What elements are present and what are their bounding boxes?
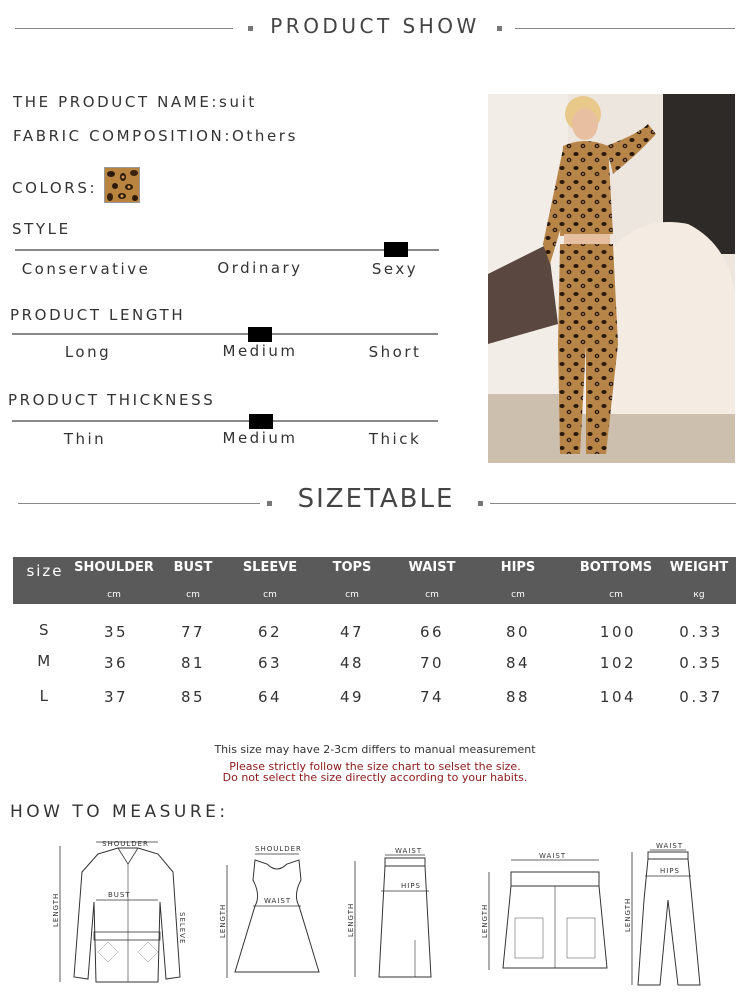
unit-tops: cm bbox=[345, 590, 359, 600]
skirt-hips-label: HIPS bbox=[401, 882, 421, 890]
pants-hips-label: HIPS bbox=[660, 867, 680, 875]
cell-value: 62 bbox=[257, 623, 283, 641]
leopard-swatch-icon bbox=[105, 168, 140, 203]
color-swatch-leopard[interactable] bbox=[104, 167, 140, 203]
style-scale bbox=[15, 249, 439, 251]
shorts-measure-diagram bbox=[475, 848, 625, 978]
cell-value: 102 bbox=[599, 654, 637, 672]
how-to-measure-title: HOW TO MEASURE: bbox=[10, 802, 229, 822]
jacket-bust-label: BUST bbox=[108, 891, 131, 899]
jacket-length-label: LENGTH bbox=[52, 892, 60, 927]
jacket-sleeve-label: SELEVE bbox=[178, 912, 186, 945]
style-option-sexy: Sexy bbox=[371, 260, 419, 278]
unit-hips: cm bbox=[511, 590, 525, 600]
thickness-scale bbox=[12, 420, 438, 422]
row-size: S bbox=[38, 621, 52, 639]
note-measurement: This size may have 2-3cm differs to manual measurement bbox=[214, 743, 536, 756]
thickness-title: PRODUCT THICKNESS bbox=[8, 391, 216, 409]
length-option-medium: Medium bbox=[222, 342, 298, 360]
unit-weight: кg bbox=[693, 590, 705, 600]
header-rule-left bbox=[15, 28, 233, 29]
unit-shoulder: cm bbox=[107, 590, 121, 600]
product-name: THE PRODUCT NAME:suit bbox=[13, 93, 257, 111]
pants-waist-label: WAIST bbox=[656, 842, 684, 850]
jacket-measure-diagram bbox=[48, 832, 198, 992]
col-sleeve: SLEEVE bbox=[242, 560, 298, 575]
cell-value: 0.35 bbox=[679, 654, 723, 672]
style-option-conservative: Conservative bbox=[21, 260, 151, 278]
cell-value: 80 bbox=[505, 623, 531, 641]
header-rule-right bbox=[515, 28, 735, 29]
sizetable-rule-left bbox=[18, 503, 260, 504]
cell-value: 100 bbox=[599, 623, 637, 641]
size-table-header bbox=[13, 557, 736, 604]
cell-value: 63 bbox=[257, 654, 283, 672]
cell-value: 49 bbox=[339, 688, 365, 706]
col-hips: HIPS bbox=[500, 560, 536, 575]
dress-shoulder-label: SHOULDER bbox=[255, 845, 302, 853]
fabric-composition: FABRIC COMPOSITION:Others bbox=[13, 127, 298, 145]
style-marker[interactable] bbox=[384, 242, 408, 257]
cell-value: 66 bbox=[419, 623, 445, 641]
dress-waist-label: WAIST bbox=[264, 897, 292, 905]
skirt-length-label: LENGTH bbox=[347, 902, 355, 937]
cell-value: 0.37 bbox=[679, 688, 723, 706]
sizetable-rule-right bbox=[490, 503, 736, 504]
cell-value: 85 bbox=[180, 688, 206, 706]
thickness-marker[interactable] bbox=[249, 414, 273, 429]
skirt-measure-diagram bbox=[343, 845, 448, 985]
cell-value: 70 bbox=[419, 654, 445, 672]
col-waist: WAIST bbox=[408, 560, 456, 575]
unit-waist: cm bbox=[425, 590, 439, 600]
cell-value: 36 bbox=[103, 654, 129, 672]
sizetable-dot-right bbox=[478, 501, 483, 506]
cell-value: 47 bbox=[339, 623, 365, 641]
col-tops: TOPS bbox=[332, 560, 372, 575]
row-size: M bbox=[37, 652, 53, 670]
col-shoulder: SHOULDER bbox=[74, 560, 154, 575]
unit-sleeve: cm bbox=[263, 590, 277, 600]
length-scale bbox=[12, 333, 438, 335]
length-marker[interactable] bbox=[248, 327, 272, 342]
unit-bottoms: cm bbox=[609, 590, 623, 600]
shorts-waist-label: WAIST bbox=[539, 852, 567, 860]
cell-value: 64 bbox=[257, 688, 283, 706]
length-option-short: Short bbox=[368, 343, 422, 361]
col-bottoms: BOTTOMS bbox=[579, 560, 653, 575]
sizetable-title: SIZETABLE bbox=[297, 484, 455, 514]
length-option-long: Long bbox=[64, 343, 112, 361]
jacket-shoulder-label: SHOULDER bbox=[102, 840, 149, 848]
col-size: size bbox=[26, 562, 64, 580]
cell-value: 48 bbox=[339, 654, 365, 672]
pants-length-label: LENGTH bbox=[624, 897, 632, 932]
thickness-option-thick: Thick bbox=[368, 430, 422, 448]
shorts-length-label: LENGTH bbox=[481, 903, 489, 938]
cell-value: 88 bbox=[505, 688, 531, 706]
cell-value: 77 bbox=[180, 623, 206, 641]
product-photo bbox=[488, 94, 735, 463]
pants-measure-diagram bbox=[620, 840, 735, 990]
skirt-waist-label: WAIST bbox=[395, 847, 423, 855]
dress-measure-diagram bbox=[213, 840, 328, 985]
row-size: L bbox=[39, 687, 51, 705]
dress-length-label: LENGTH bbox=[219, 903, 227, 938]
page-title: PRODUCT SHOW bbox=[270, 14, 480, 38]
thickness-option-medium: Medium bbox=[222, 429, 298, 447]
colors-label: COLORS: bbox=[12, 179, 98, 197]
cell-value: 81 bbox=[180, 654, 206, 672]
cell-value: 37 bbox=[103, 688, 129, 706]
thickness-option-thin: Thin bbox=[63, 430, 107, 448]
col-bust: BUST bbox=[173, 560, 213, 575]
cell-value: 35 bbox=[103, 623, 129, 641]
note-habits: Do not select the size directly according to your habits. bbox=[222, 771, 528, 784]
note-follow-chart: Please strictly follow the size chart to selset the size. bbox=[229, 760, 521, 773]
cell-value: 74 bbox=[419, 688, 445, 706]
style-title: STYLE bbox=[12, 220, 71, 238]
unit-bust: cm bbox=[186, 590, 200, 600]
cell-value: 0.33 bbox=[679, 623, 723, 641]
sizetable-dot-left bbox=[267, 501, 272, 506]
col-weight: WEIGHT bbox=[669, 560, 729, 575]
header-dot-right bbox=[497, 26, 502, 31]
cell-value: 84 bbox=[505, 654, 531, 672]
header-dot-left bbox=[248, 26, 253, 31]
style-option-ordinary: Ordinary bbox=[217, 259, 303, 277]
length-title: PRODUCT LENGTH bbox=[10, 306, 186, 324]
cell-value: 104 bbox=[599, 688, 637, 706]
